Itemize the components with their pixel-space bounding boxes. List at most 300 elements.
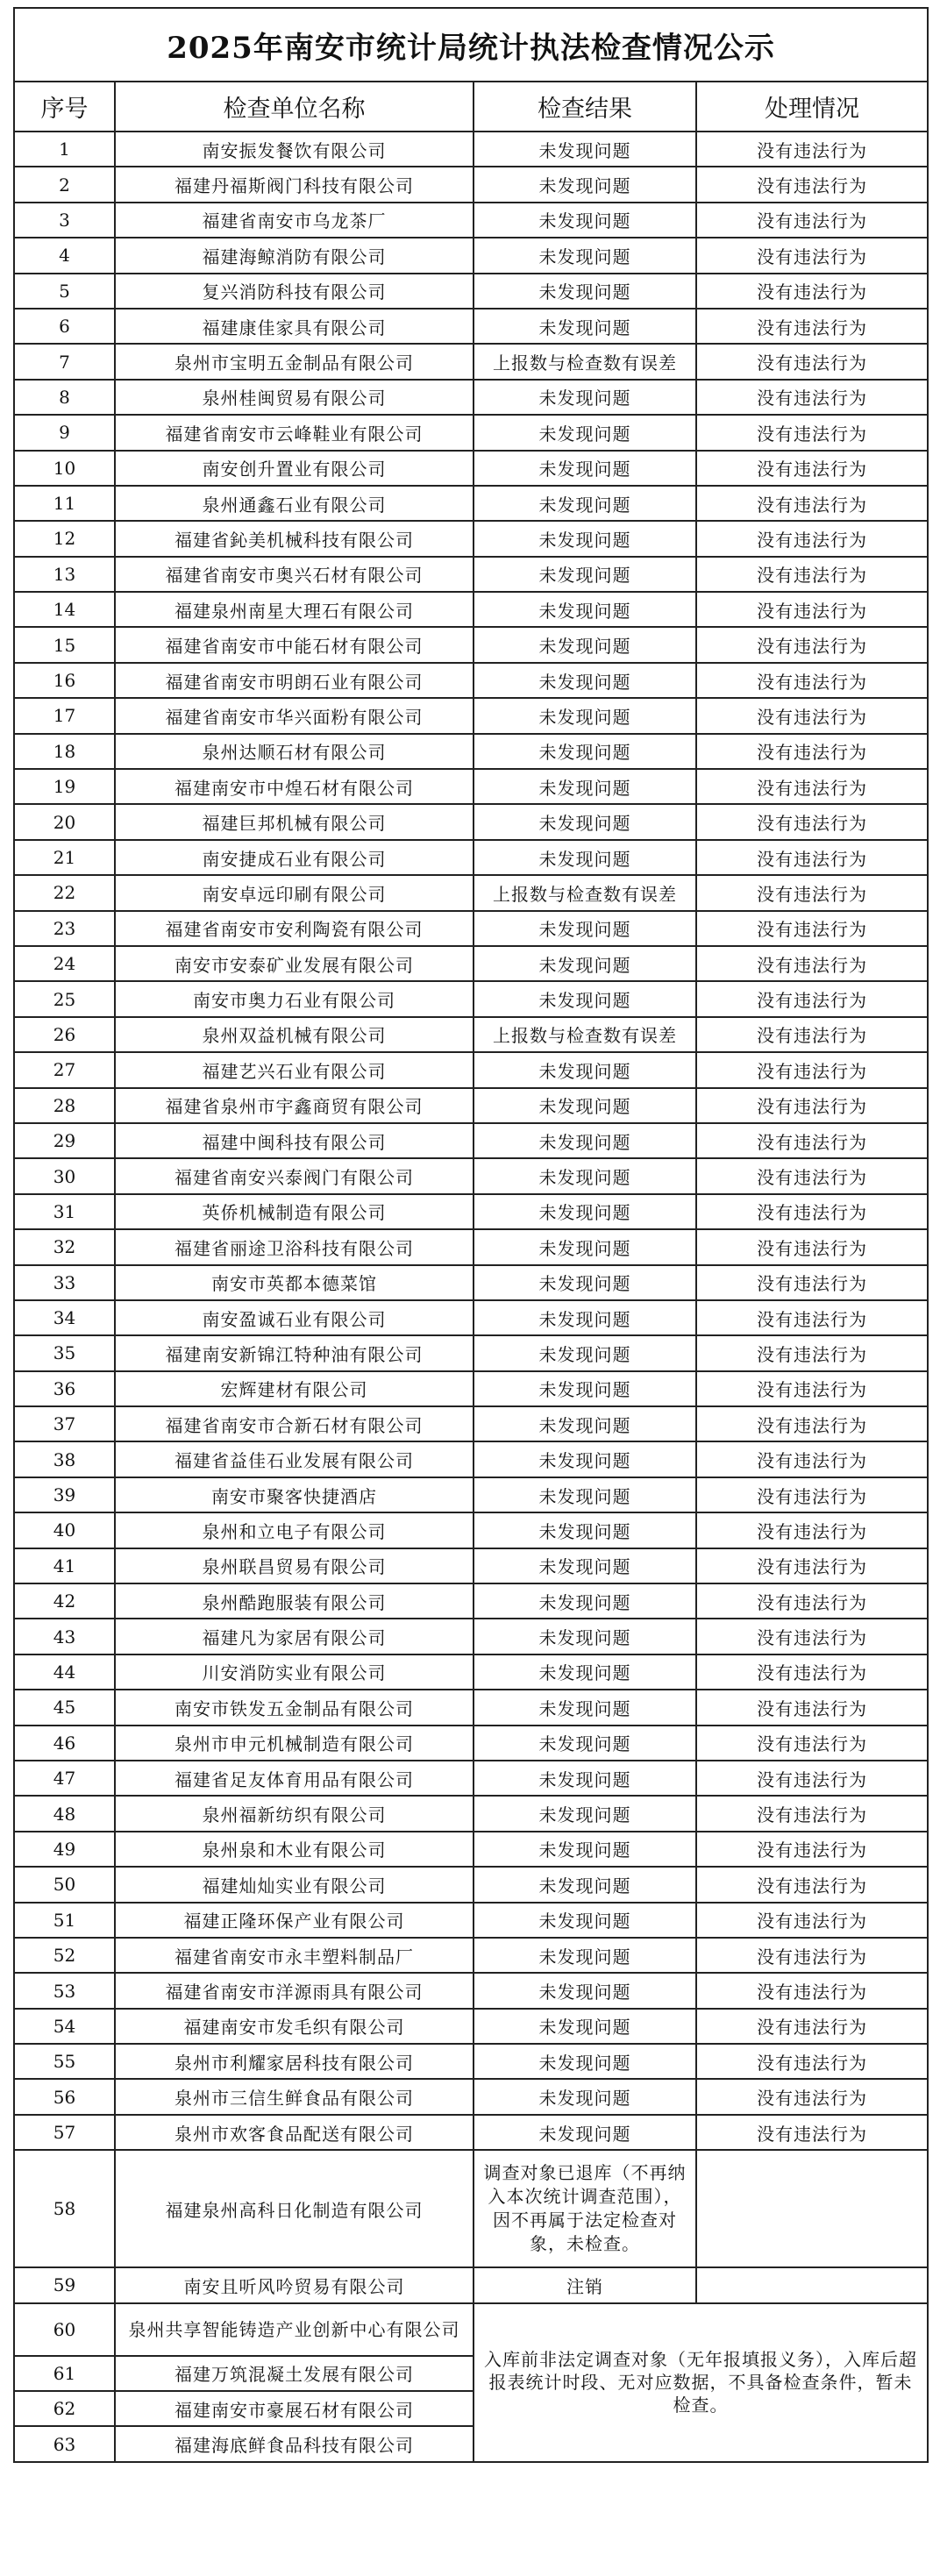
handling-status: 没有违法行为 [696,1335,928,1370]
row-number: 7 [14,344,115,379]
inspection-result: 未发现问题 [474,1654,696,1690]
unit-name: 英侨机械制造有限公司 [115,1194,474,1229]
table-row [14,2009,928,2044]
unit-name: 福建省南安市合新石材有限公司 [115,1406,474,1441]
row-number: 14 [14,592,115,627]
unit-name: 南安市英都本德菜馆 [115,1265,474,1300]
unit-name: 泉州福新纺织有限公司 [115,1796,474,1831]
unit-name: 川安消防实业有限公司 [115,1654,474,1690]
handling-status: 没有违法行为 [696,415,928,450]
handling-status: 没有违法行为 [696,1158,928,1193]
table-row [14,167,928,202]
unit-name: 泉州共享智能铸造产业创新中心有限公司 [115,2303,474,2356]
unit-name: 福建省丽途卫浴科技有限公司 [115,1229,474,1264]
inspection-result: 未发现问题 [474,804,696,839]
unit-name: 南安且听风吟贸易有限公司 [115,2267,474,2302]
row-number: 18 [14,734,115,769]
unit-name: 福建省南安市洋源雨具有限公司 [115,1973,474,2008]
unit-name: 福建中闽科技有限公司 [115,1123,474,1158]
header-result: 检查结果 [474,82,696,132]
row-number: 9 [14,415,115,450]
inspection-result: 未发现问题 [474,274,696,309]
table-row [14,2303,928,2356]
inspection-result: 未发现问题 [474,2009,696,2044]
table-row [14,1832,928,1867]
inspection-result: 未发现问题 [474,1477,696,1512]
table-row [14,981,928,1016]
inspection-result: 未发现问题 [474,663,696,698]
handling-status: 没有违法行为 [696,1229,928,1264]
unit-name: 福建省鈊美机械科技有限公司 [115,521,474,556]
inspection-result: 未发现问题 [474,2079,696,2114]
table-row [14,1123,928,1158]
unit-name: 泉州泉和木业有限公司 [115,1832,474,1867]
unit-name: 福建省南安市云峰鞋业有限公司 [115,415,474,450]
inspection-result: 未发现问题 [474,1583,696,1619]
unit-name: 福建南安市发毛织有限公司 [115,2009,474,2044]
handling-status: 没有违法行为 [696,1973,928,2008]
table-row [14,309,928,344]
table-row [14,486,928,521]
inspection-result: 未发现问题 [474,1796,696,1831]
handling-status: 没有违法行为 [696,1867,928,1902]
row-number: 22 [14,875,115,910]
handling-status: 没有违法行为 [696,1583,928,1619]
row-number: 4 [14,238,115,273]
inspection-result-note: 调查对象已退库（不再纳入本次统计调查范围），因不再属于法定检查对象，未检查。 [474,2150,696,2267]
table-row [14,1938,928,1973]
handling-status: 没有违法行为 [696,203,928,238]
row-number: 37 [14,1406,115,1441]
row-number: 31 [14,1194,115,1229]
unit-name: 复兴消防科技有限公司 [115,274,474,309]
row-number: 52 [14,1938,115,1973]
inspection-result: 未发现问题 [474,238,696,273]
header-handling: 处理情况 [696,82,928,132]
inspection-result: 未发现问题 [474,1690,696,1725]
handling-status: 没有违法行为 [696,1194,928,1229]
table-row [14,1158,928,1193]
inspection-result: 未发现问题 [474,1335,696,1370]
handling-status: 没有违法行为 [696,1938,928,1973]
row-number: 62 [14,2391,115,2426]
unit-name: 泉州市申元机械制造有限公司 [115,1726,474,1761]
inspection-result: 未发现问题 [474,946,696,981]
unit-name: 宏辉建材有限公司 [115,1371,474,1406]
inspection-result: 未发现问题 [474,557,696,592]
handling-status: 没有违法行为 [696,2079,928,2114]
row-number: 48 [14,1796,115,1831]
handling-status: 没有违法行为 [696,946,928,981]
handling-status: 没有违法行为 [696,1796,928,1831]
table-header [14,82,928,132]
handling-status: 没有违法行为 [696,1512,928,1548]
row-number: 42 [14,1583,115,1619]
table-row [14,2044,928,2079]
row-number: 61 [14,2356,115,2391]
inspection-result: 未发现问题 [474,1548,696,1583]
unit-name: 南安市聚客快捷酒店 [115,1477,474,1512]
inspection-result: 未发现问题 [474,1265,696,1300]
row-number: 11 [14,486,115,521]
inspection-result: 未发现问题 [474,380,696,415]
table-row [14,1300,928,1335]
inspection-result: 未发现问题 [474,167,696,202]
handling-status: 没有违法行为 [696,981,928,1016]
inspection-result: 未发现问题 [474,734,696,769]
row-number: 5 [14,274,115,309]
handling-status: 没有违法行为 [696,875,928,910]
unit-name: 泉州通鑫石业有限公司 [115,486,474,521]
row-number: 1 [14,132,115,167]
inspection-result-note: 入库前非法定调查对象（无年报填报义务），入库后超报表统计时段、无对应数据，不具备检查条件，暂未检查。 [474,2303,928,2462]
unit-name: 南安振发餐饮有限公司 [115,132,474,167]
inspection-result: 上报数与检查数有误差 [474,875,696,910]
table-row [14,1726,928,1761]
handling-status: 没有违法行为 [696,238,928,273]
unit-name: 泉州市利耀家居科技有限公司 [115,2044,474,2079]
handling-status: 没有违法行为 [696,1300,928,1335]
unit-name: 泉州市欢客食品配送有限公司 [115,2115,474,2150]
table-row [14,2079,928,2114]
table-row [14,1973,928,2008]
row-number: 53 [14,1973,115,2008]
table-row [14,2150,928,2267]
table-row [14,2115,928,2150]
row-number: 41 [14,1548,115,1583]
table-row [14,1477,928,1512]
inspection-result: 未发现问题 [474,1123,696,1158]
handling-status: 没有违法行为 [696,451,928,486]
handling-status: 没有违法行为 [696,380,928,415]
row-number: 55 [14,2044,115,2079]
inspection-result: 未发现问题 [474,1229,696,1264]
inspection-result: 未发现问题 [474,1973,696,2008]
handling-status: 没有违法行为 [696,344,928,379]
inspection-result: 未发现问题 [474,1371,696,1406]
row-number: 56 [14,2079,115,2114]
table-row [14,698,928,733]
handling-status: 没有违法行为 [696,557,928,592]
unit-name: 南安卓远印刷有限公司 [115,875,474,910]
handling-status [696,2150,928,2267]
handling-status: 没有违法行为 [696,2115,928,2150]
row-number: 12 [14,521,115,556]
row-number: 17 [14,698,115,733]
row-number: 43 [14,1619,115,1654]
unit-name: 福建海底鲜食品科技有限公司 [115,2426,474,2461]
row-number: 44 [14,1654,115,1690]
table-row [14,1903,928,1938]
row-number: 47 [14,1761,115,1796]
inspection-result: 未发现问题 [474,1300,696,1335]
unit-name: 福建省南安兴泰阀门有限公司 [115,1158,474,1193]
table-row [14,1796,928,1831]
inspection-result: 上报数与检查数有误差 [474,1017,696,1052]
handling-status: 没有违法行为 [696,1017,928,1052]
handling-status: 没有违法行为 [696,309,928,344]
table-row [14,1583,928,1619]
inspection-result: 未发现问题 [474,1867,696,1902]
handling-status: 没有违法行为 [696,1371,928,1406]
handling-status: 没有违法行为 [696,769,928,804]
header-no: 序号 [14,82,115,132]
table-row [14,1761,928,1796]
row-number: 23 [14,911,115,946]
unit-name: 福建凡为家居有限公司 [115,1619,474,1654]
row-number: 25 [14,981,115,1016]
table-row [14,1088,928,1123]
row-number: 49 [14,1832,115,1867]
table-row [14,1548,928,1583]
row-number: 34 [14,1300,115,1335]
handling-status: 没有违法行为 [696,1690,928,1725]
unit-name: 泉州和立电子有限公司 [115,1512,474,1548]
unit-name: 福建海鲸消防有限公司 [115,238,474,273]
handling-status: 没有违法行为 [696,2009,928,2044]
inspection-result: 未发现问题 [474,1832,696,1867]
handling-status: 没有违法行为 [696,486,928,521]
inspection-result: 未发现问题 [474,1406,696,1441]
handling-status: 没有违法行为 [696,1903,928,1938]
handling-status: 没有违法行为 [696,627,928,662]
handling-status: 没有违法行为 [696,698,928,733]
row-number: 26 [14,1017,115,1052]
table-row [14,875,928,910]
unit-name: 泉州达顺石材有限公司 [115,734,474,769]
unit-name: 泉州酷跑服装有限公司 [115,1583,474,1619]
table-row [14,1512,928,1548]
inspection-result: 未发现问题 [474,2115,696,2150]
unit-name: 南安盈诚石业有限公司 [115,1300,474,1335]
handling-status [696,2267,928,2302]
table-row [14,1265,928,1300]
row-number: 8 [14,380,115,415]
table-row [14,415,928,450]
unit-name: 南安创升置业有限公司 [115,451,474,486]
inspection-result: 未发现问题 [474,309,696,344]
unit-name: 福建省南安市永丰塑料制品厂 [115,1938,474,1973]
inspection-result: 未发现问题 [474,1903,696,1938]
unit-name: 泉州双益机械有限公司 [115,1017,474,1052]
table-row [14,734,928,769]
handling-status: 没有违法行为 [696,1123,928,1158]
row-number: 63 [14,2426,115,2461]
inspection-result: 未发现问题 [474,415,696,450]
row-number: 38 [14,1441,115,1477]
row-number: 54 [14,2009,115,2044]
unit-name: 南安市奥力石业有限公司 [115,981,474,1016]
row-number: 29 [14,1123,115,1158]
row-number: 16 [14,663,115,698]
table-row [14,840,928,875]
unit-name: 福建省泉州市宇鑫商贸有限公司 [115,1088,474,1123]
unit-name: 福建艺兴石业有限公司 [115,1052,474,1087]
table-row [14,380,928,415]
handling-status: 没有违法行为 [696,2044,928,2079]
inspection-result: 未发现问题 [474,1441,696,1477]
handling-status: 没有违法行为 [696,132,928,167]
row-number: 28 [14,1088,115,1123]
table-row [14,1406,928,1441]
table-row [14,1052,928,1087]
unit-name: 福建省南安市中能石材有限公司 [115,627,474,662]
row-number: 21 [14,840,115,875]
inspection-result: 注销 [474,2267,696,2302]
handling-status: 没有违法行为 [696,911,928,946]
row-number: 58 [14,2150,115,2267]
unit-name: 南安市安泰矿业发展有限公司 [115,946,474,981]
table-row [14,1690,928,1725]
row-number: 13 [14,557,115,592]
unit-name: 福建泉州高科日化制造有限公司 [115,2150,474,2267]
inspection-result: 未发现问题 [474,521,696,556]
unit-name: 泉州市三信生鲜食品有限公司 [115,2079,474,2114]
row-number: 46 [14,1726,115,1761]
handling-status: 没有违法行为 [696,1265,928,1300]
row-number: 57 [14,2115,115,2150]
row-number: 51 [14,1903,115,1938]
header-unit-name: 检查单位名称 [115,82,474,132]
row-number: 24 [14,946,115,981]
handling-status: 没有违法行为 [696,1619,928,1654]
table-row [14,946,928,981]
inspection-result: 未发现问题 [474,486,696,521]
unit-name: 福建省南安市明朗石业有限公司 [115,663,474,698]
row-number: 36 [14,1371,115,1406]
handling-status: 没有违法行为 [696,1832,928,1867]
inspection-result: 未发现问题 [474,1726,696,1761]
handling-status: 没有违法行为 [696,1441,928,1477]
table-row [14,627,928,662]
table-row [14,1441,928,1477]
table-row [14,274,928,309]
unit-name: 福建省南安市奥兴石材有限公司 [115,557,474,592]
inspection-result: 未发现问题 [474,1761,696,1796]
table-row [14,238,928,273]
table-row [14,804,928,839]
handling-status: 没有违法行为 [696,167,928,202]
handling-status: 没有违法行为 [696,1726,928,1761]
table-row [14,521,928,556]
unit-name: 福建巨邦机械有限公司 [115,804,474,839]
table-row [14,2267,928,2302]
unit-name: 福建省南安市华兴面粉有限公司 [115,698,474,733]
handling-status: 没有违法行为 [696,1088,928,1123]
unit-name: 福建南安市豪展石材有限公司 [115,2391,474,2426]
table-row [14,451,928,486]
table-row [14,344,928,379]
handling-status: 没有违法行为 [696,274,928,309]
unit-name: 泉州桂闽贸易有限公司 [115,380,474,415]
inspection-result: 未发现问题 [474,840,696,875]
row-number: 35 [14,1335,115,1370]
row-number: 15 [14,627,115,662]
unit-name: 福建正隆环保产业有限公司 [115,1903,474,1938]
inspection-result: 未发现问题 [474,627,696,662]
handling-status: 没有违法行为 [696,592,928,627]
handling-status: 没有违法行为 [696,804,928,839]
inspection-result: 未发现问题 [474,698,696,733]
inspection-result: 未发现问题 [474,2044,696,2079]
unit-name: 南安捷成石业有限公司 [115,840,474,875]
inspection-result: 未发现问题 [474,203,696,238]
page-title: 2025年南安市统计局统计执法检查情况公示 [14,8,928,82]
table-row [14,203,928,238]
row-number: 6 [14,309,115,344]
inspection-result: 未发现问题 [474,451,696,486]
unit-name: 福建南安市中煌石材有限公司 [115,769,474,804]
table-row [14,1335,928,1370]
table-row [14,663,928,698]
handling-status: 没有违法行为 [696,1761,928,1796]
row-number: 3 [14,203,115,238]
row-number: 39 [14,1477,115,1512]
unit-name: 泉州市宝明五金制品有限公司 [115,344,474,379]
row-number: 10 [14,451,115,486]
handling-status: 没有违法行为 [696,734,928,769]
table-row [14,1867,928,1902]
table-row [14,132,928,167]
unit-name: 泉州联昌贸易有限公司 [115,1548,474,1583]
table-row [14,557,928,592]
inspection-result: 未发现问题 [474,1052,696,1087]
table-row [14,1194,928,1229]
unit-name: 福建省足友体育用品有限公司 [115,1761,474,1796]
inspection-result: 未发现问题 [474,1512,696,1548]
handling-status: 没有违法行为 [696,1477,928,1512]
row-number: 45 [14,1690,115,1725]
unit-name: 福建康佳家具有限公司 [115,309,474,344]
row-number: 27 [14,1052,115,1087]
table-row [14,592,928,627]
handling-status: 没有违法行为 [696,663,928,698]
inspection-result: 未发现问题 [474,1938,696,1973]
table-row [14,1654,928,1690]
table-row [14,1017,928,1052]
row-number: 60 [14,2303,115,2356]
inspection-result: 未发现问题 [474,132,696,167]
table-row [14,1619,928,1654]
handling-status: 没有违法行为 [696,521,928,556]
inspection-result: 未发现问题 [474,1158,696,1193]
inspection-result: 未发现问题 [474,1088,696,1123]
inspection-result: 未发现问题 [474,1619,696,1654]
inspection-table [13,7,929,2463]
unit-name: 福建丹福斯阀门科技有限公司 [115,167,474,202]
row-number: 19 [14,769,115,804]
row-number: 40 [14,1512,115,1548]
unit-name: 福建南安新锦江特种油有限公司 [115,1335,474,1370]
handling-status: 没有违法行为 [696,1548,928,1583]
inspection-result: 未发现问题 [474,911,696,946]
inspection-result: 未发现问题 [474,981,696,1016]
row-number: 30 [14,1158,115,1193]
handling-status: 没有违法行为 [696,1654,928,1690]
unit-name: 福建泉州南星大理石有限公司 [115,592,474,627]
row-number: 20 [14,804,115,839]
table-row [14,911,928,946]
handling-status: 没有违法行为 [696,840,928,875]
unit-name: 福建万筑混凝土发展有限公司 [115,2356,474,2391]
table-row [14,1371,928,1406]
inspection-result: 未发现问题 [474,769,696,804]
inspection-result: 上报数与检查数有误差 [474,344,696,379]
row-number: 50 [14,1867,115,1902]
row-number: 33 [14,1265,115,1300]
unit-name: 福建灿灿实业有限公司 [115,1867,474,1902]
row-number: 59 [14,2267,115,2302]
